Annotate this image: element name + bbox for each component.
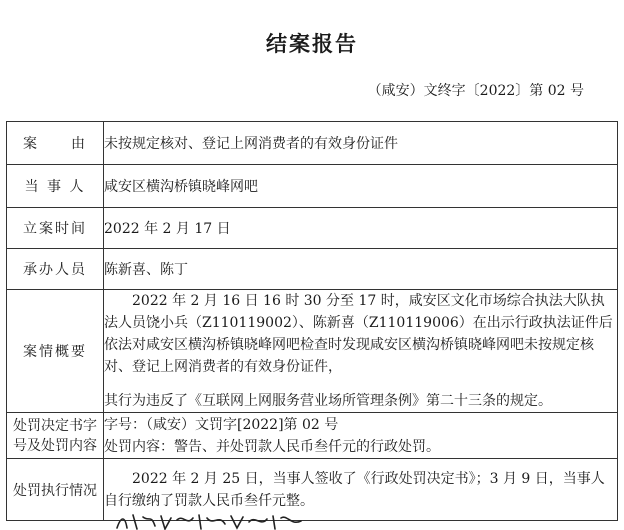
row-case-cause xyxy=(7,122,618,165)
document-number: （咸安）文终字〔2022〕第 02 号 xyxy=(367,83,584,99)
row-filing-time xyxy=(7,208,618,249)
value-summary xyxy=(104,290,618,413)
report-title: 结案报告 xyxy=(266,31,358,56)
label-handlers: 承办人员 xyxy=(7,249,104,290)
row-decision xyxy=(7,413,618,459)
label-party: 当 事 人 xyxy=(7,165,104,208)
value-party: 咸安区横沟桥镇晓峰网吧 xyxy=(104,165,618,208)
row-summary xyxy=(7,290,618,413)
label-execution: 处罚执行情况 xyxy=(7,459,104,521)
value-decision xyxy=(104,413,618,459)
label-summary: 案情概要 xyxy=(7,290,104,413)
execution-text: 2022 年 2 月 25 日，当事人签收了《行政处罚决定书》；3 月 9 日，当事人自行缴纳了罚款人民币叁仟元整。 xyxy=(104,470,605,509)
value-handlers: 陈新喜、陈丁 xyxy=(104,249,618,290)
row-handlers xyxy=(7,249,618,290)
decision-number: 字号：（咸安）文罚字[2022]第 02 号 xyxy=(104,416,339,433)
summary-paragraph-1: 2022 年 2 月 16 日 16 时 30 分至 17 时，咸安区文化市场综合执法大队执法人员饶小兵（Z110119002）、陈新喜（Z110119006）在出示行政执法证件后依法对咸安区横沟桥镇晓峰网吧检查时发现咸安区横沟桥镇晓峰网吧未按规定核对、登记上网消费者的有效身份证件， xyxy=(104,293,613,375)
decision-content: 处罚内容：警告、并处罚款人民币叁仟元的行政处罚。 xyxy=(104,438,440,455)
summary-paragraph-2: 其行为违反了《互联网上网服务营业场所管理条例》第二十三条的规定。 xyxy=(104,393,552,409)
handwritten-signature xyxy=(115,512,315,530)
value-case-cause: 未按规定核对、登记上网消费者的有效身份证件 xyxy=(104,122,618,165)
label-decision: 处罚决定书字号及处罚内容 xyxy=(7,413,104,459)
label-case-cause: 案 由 xyxy=(7,122,104,165)
label-filing-time: 立案时间 xyxy=(7,208,104,249)
row-party xyxy=(7,165,618,208)
case-report-table xyxy=(6,121,618,521)
value-filing-time: 2022 年 2 月 17 日 xyxy=(104,208,618,249)
